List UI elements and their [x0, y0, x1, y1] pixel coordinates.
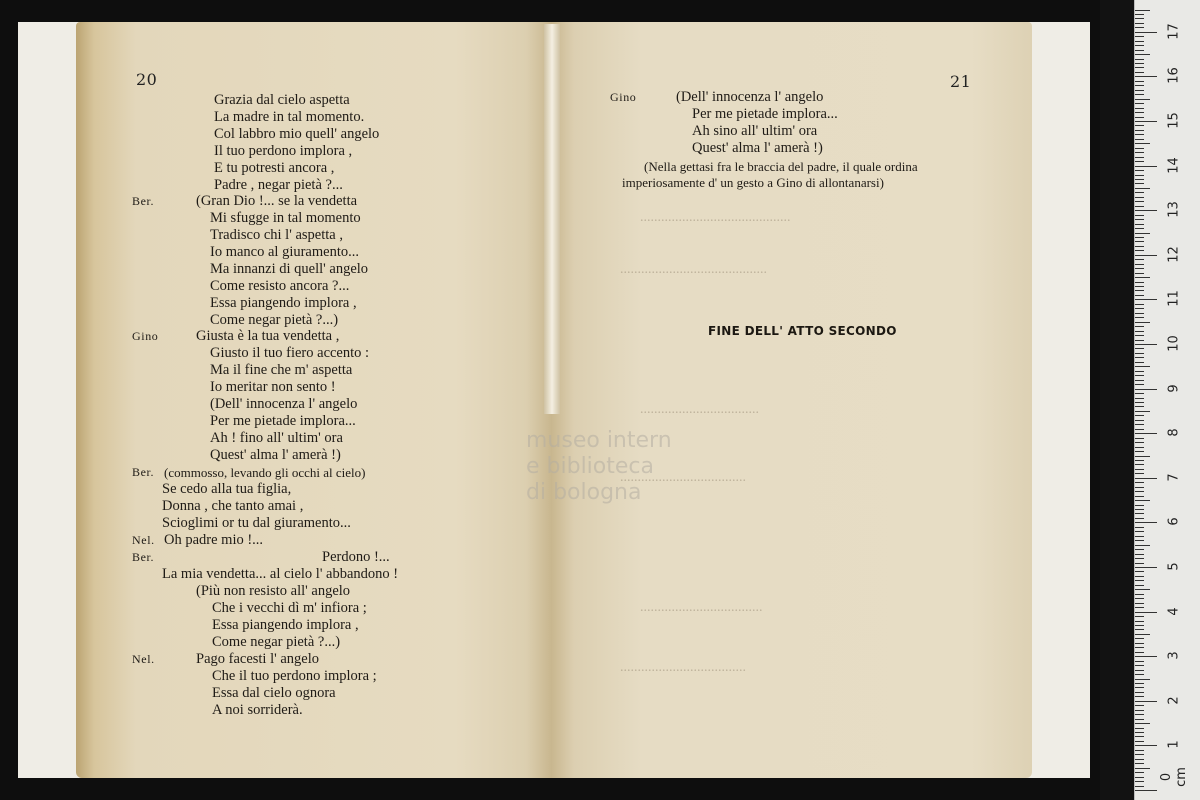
verse-line: Scioglimi or tu dal giuramento...	[162, 515, 351, 531]
left-page-number: 20	[136, 70, 158, 89]
right-page-number: 21	[950, 72, 972, 91]
speaker-label: Nel.	[132, 652, 155, 666]
verse-line: Pago facesti l' angelo	[196, 651, 320, 667]
verse-line: Io meritar non sento !	[210, 379, 336, 395]
verse-line: Mi sfugge in tal momento	[210, 210, 361, 226]
verse-line: A noi sorriderà.	[212, 702, 303, 718]
verse-line: La madre in tal momento.	[214, 109, 365, 125]
ruler-number: 4	[1166, 606, 1182, 616]
ruler-number: 15	[1166, 112, 1182, 129]
ruler-number: 5	[1166, 562, 1182, 571]
verse-line: Io manco al giuramento...	[210, 244, 359, 260]
verse-line: Grazia dal cielo aspetta	[214, 92, 350, 108]
verse-line: (Gran Dio !... se la vendetta	[196, 193, 358, 209]
verse-line: (Dell' innocenza l' angelo	[676, 89, 824, 105]
verse-line: (commosso, levando gli occhi al cielo)	[164, 465, 366, 480]
verse-line: Ma il fine che m' aspetta	[210, 362, 353, 378]
verse-line: (Più non resisto all' angelo	[196, 583, 351, 599]
ruler-number: 3	[1166, 651, 1182, 660]
scanner-edge	[1100, 0, 1134, 800]
ruler-number: 17	[1166, 23, 1182, 40]
ruler-unit-label: 0 cm	[1159, 767, 1189, 787]
ruler-number: 13	[1166, 201, 1182, 218]
ruler-number: 9	[1166, 383, 1182, 393]
verse-line: Perdono !...	[322, 549, 390, 565]
act-end-heading: FINE DELL' ATTO SECONDO	[708, 324, 897, 338]
ruler-number: 11	[1166, 290, 1182, 308]
measurement-ruler	[1134, 0, 1200, 800]
verse-line: Quest' alma l' amerà !)	[210, 447, 341, 463]
book-spine	[544, 24, 560, 414]
verse-line: Essa piangendo implora ,	[210, 295, 357, 311]
verse-line: Giusto il tuo fiero accento :	[210, 345, 370, 361]
ruler-number: 16	[1166, 67, 1182, 85]
ruler-number: 10	[1166, 335, 1182, 352]
verse-line: Per me pietade implora...	[692, 106, 838, 122]
verse-line: Padre , negar pietà ?...	[214, 177, 343, 193]
speaker-label: Nel.	[132, 533, 155, 547]
verse-line: Ah sino all' ultim' ora	[692, 123, 818, 139]
ruler-number: 2	[1166, 696, 1182, 705]
verse-line: Il tuo perdono implora ,	[214, 143, 353, 159]
verse-line: (Dell' innocenza l' angelo	[210, 396, 358, 412]
ruler-number: 14	[1166, 156, 1182, 174]
speaker-label: Ber.	[132, 465, 155, 479]
verse-line: Come negar pietà ?...)	[212, 634, 341, 650]
verse-line: Col labbro mio quell' angelo	[214, 126, 380, 142]
stage-direction: imperiosamente d' un gesto a Gino di allontanarsi)	[622, 175, 884, 190]
verse-line: Come resisto ancora ?...	[210, 278, 350, 294]
verse-line: Se cedo alla tua figlia,	[162, 481, 292, 497]
ruler-number: 6	[1166, 517, 1182, 527]
watermark-line-1: museo intern	[526, 428, 672, 453]
verse-line: Tradisco chi l' aspetta ,	[210, 227, 343, 243]
ruler-number: 8	[1166, 428, 1182, 437]
ruler-number: 7	[1166, 473, 1182, 482]
museum-watermark	[526, 428, 672, 506]
verse-line: Come negar pietà ?...)	[210, 312, 339, 328]
speaker-label: Gino	[610, 90, 637, 104]
verse-line: Ah ! fino all' ultim' ora	[210, 430, 343, 446]
verse-line: Quest' alma l' amerà !)	[692, 140, 823, 156]
watermark-line-2: e biblioteca	[526, 454, 654, 479]
verse-line: La mia vendetta... al cielo l' abbandono !	[162, 566, 399, 582]
speaker-label: Gino	[132, 329, 159, 343]
verse-line: Che i vecchi dì m' infiora ;	[212, 600, 367, 616]
verse-line: Essa piangendo implora ,	[212, 617, 359, 633]
stage-direction: (Nella gettasi fra le braccia del padre, il quale ordina	[644, 159, 918, 174]
speaker-label: Ber.	[132, 550, 155, 564]
verse-line: Oh padre mio !...	[164, 532, 264, 548]
ruler-number: 12	[1166, 246, 1182, 263]
speaker-label: Ber.	[132, 194, 155, 208]
watermark-line-3: di bologna	[526, 480, 642, 505]
verse-line: Per me pietade implora...	[210, 413, 356, 429]
verse-line: Essa dal cielo ognora	[212, 685, 336, 701]
verse-line: E tu potresti ancora ,	[214, 160, 335, 176]
verse-line: Giusta è la tua vendetta ,	[196, 328, 340, 344]
ruler-number: 1	[1166, 740, 1182, 750]
verse-line: Donna , che tanto amai ,	[162, 498, 304, 514]
verse-line: Che il tuo perdono implora ;	[212, 668, 377, 684]
verse-line: Ma innanzi di quell' angelo	[210, 261, 369, 277]
